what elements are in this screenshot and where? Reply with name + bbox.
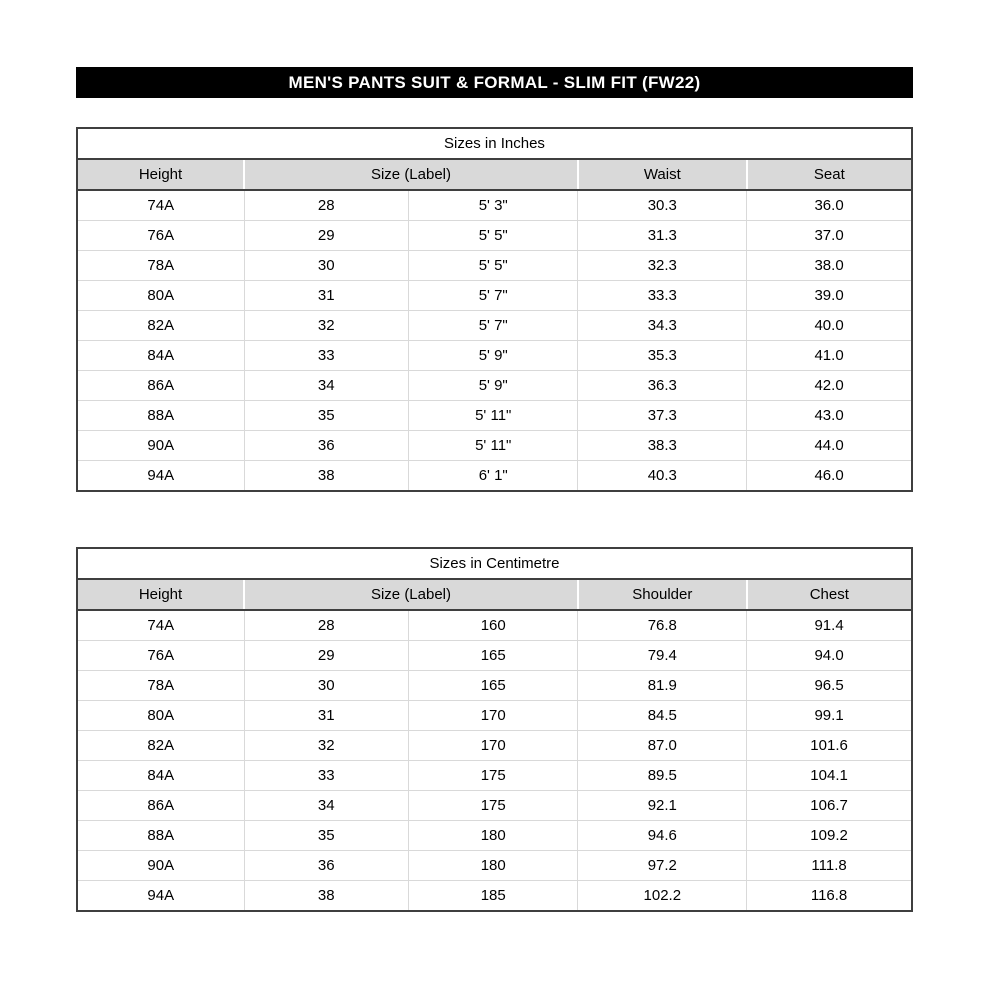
page-title: MEN'S PANTS SUIT & FORMAL - SLIM FIT (FW22) (288, 72, 701, 92)
table-cell: 109.2 (747, 821, 912, 851)
table-cell: 36 (244, 851, 408, 881)
column-header-shoulder: Shoulder (578, 579, 747, 610)
title-banner (76, 67, 913, 98)
table-title: Sizes in Centimetre (77, 548, 912, 579)
column-header-waist: Waist (578, 159, 747, 190)
table-cell: 33.3 (578, 281, 747, 311)
table-cell: 33 (244, 761, 408, 791)
table-body (77, 190, 912, 491)
size-table-centimetre (76, 547, 913, 912)
table-cell: 5' 7" (408, 281, 578, 311)
table-cell: 33 (244, 341, 408, 371)
table-cell: 102.2 (578, 881, 747, 912)
table-row (77, 371, 912, 401)
table-cell: 41.0 (747, 341, 912, 371)
table-cell: 84A (77, 761, 244, 791)
table-cell: 37.0 (747, 221, 912, 251)
table-cell: 97.2 (578, 851, 747, 881)
table-cell: 76A (77, 641, 244, 671)
table-cell: 42.0 (747, 371, 912, 401)
table-cell: 5' 11" (408, 401, 578, 431)
table-cell: 5' 9" (408, 371, 578, 401)
table-row (77, 701, 912, 731)
column-header-size-label: Size (Label) (244, 579, 578, 610)
table-cell: 35.3 (578, 341, 747, 371)
table-cell: 89.5 (578, 761, 747, 791)
table-cell: 29 (244, 641, 408, 671)
table-row (77, 311, 912, 341)
column-header-height: Height (77, 579, 244, 610)
table-cell: 35 (244, 821, 408, 851)
table-cell: 101.6 (747, 731, 912, 761)
table-cell: 76A (77, 221, 244, 251)
table-row (77, 821, 912, 851)
table-cell: 180 (408, 821, 578, 851)
table-cell: 30 (244, 671, 408, 701)
table-row (77, 251, 912, 281)
table-cell: 90A (77, 851, 244, 881)
table-cell: 46.0 (747, 461, 912, 492)
column-header-size-label: Size (Label) (244, 159, 578, 190)
column-header-chest: Chest (747, 579, 912, 610)
table-cell: 31.3 (578, 221, 747, 251)
table-title-row (77, 128, 912, 159)
table-cell: 175 (408, 761, 578, 791)
table-cell: 104.1 (747, 761, 912, 791)
table-cell: 38.3 (578, 431, 747, 461)
table-cell: 80A (77, 701, 244, 731)
column-header-height: Height (77, 159, 244, 190)
table-row (77, 731, 912, 761)
table-cell: 80A (77, 281, 244, 311)
table-row (77, 461, 912, 492)
table-cell: 32.3 (578, 251, 747, 281)
table-cell: 111.8 (747, 851, 912, 881)
table-cell: 94.6 (578, 821, 747, 851)
table-cell: 39.0 (747, 281, 912, 311)
table-cell: 28 (244, 190, 408, 221)
table-row (77, 401, 912, 431)
table-cell: 91.4 (747, 610, 912, 641)
table-cell: 36.0 (747, 190, 912, 221)
table-cell: 5' 5" (408, 221, 578, 251)
table-cell: 38 (244, 881, 408, 912)
table-cell: 88A (77, 821, 244, 851)
table-cell: 82A (77, 311, 244, 341)
table-row (77, 341, 912, 371)
table-cell: 5' 9" (408, 341, 578, 371)
table-cell: 44.0 (747, 431, 912, 461)
table-cell: 43.0 (747, 401, 912, 431)
table-cell: 84.5 (578, 701, 747, 731)
size-table-inches (76, 127, 913, 492)
table-cell: 36 (244, 431, 408, 461)
table-title-row (77, 548, 912, 579)
table-row (77, 851, 912, 881)
table-cell: 30 (244, 251, 408, 281)
table-cell: 34.3 (578, 311, 747, 341)
table-row (77, 671, 912, 701)
table-cell: 87.0 (578, 731, 747, 761)
table-cell: 5' 5" (408, 251, 578, 281)
table-row (77, 281, 912, 311)
table-cell: 180 (408, 851, 578, 881)
table-cell: 76.8 (578, 610, 747, 641)
table-cell: 30.3 (578, 190, 747, 221)
table-cell: 36.3 (578, 371, 747, 401)
table-cell: 74A (77, 610, 244, 641)
table-cell: 79.4 (578, 641, 747, 671)
table-cell: 37.3 (578, 401, 747, 431)
table-cell: 116.8 (747, 881, 912, 912)
column-header-seat: Seat (747, 159, 912, 190)
table-cell: 165 (408, 641, 578, 671)
table-row (77, 610, 912, 641)
table-row (77, 221, 912, 251)
table-cell: 170 (408, 701, 578, 731)
table-cell: 86A (77, 371, 244, 401)
table-cell: 94.0 (747, 641, 912, 671)
table-cell: 31 (244, 701, 408, 731)
table-cell: 38.0 (747, 251, 912, 281)
table-row (77, 431, 912, 461)
table-cell: 96.5 (747, 671, 912, 701)
table-cell: 84A (77, 341, 244, 371)
table-cell: 6' 1" (408, 461, 578, 492)
table-cell: 94A (77, 881, 244, 912)
table-cell: 160 (408, 610, 578, 641)
table-row (77, 190, 912, 221)
table-cell: 86A (77, 791, 244, 821)
table-cell: 35 (244, 401, 408, 431)
table-row (77, 641, 912, 671)
table-cell: 78A (77, 251, 244, 281)
table-header-row (77, 579, 912, 610)
table-cell: 170 (408, 731, 578, 761)
table-cell: 88A (77, 401, 244, 431)
table-cell: 106.7 (747, 791, 912, 821)
table-cell: 5' 3" (408, 190, 578, 221)
table-row (77, 761, 912, 791)
table-body (77, 610, 912, 911)
table-cell: 34 (244, 791, 408, 821)
table-cell: 32 (244, 731, 408, 761)
table-cell: 31 (244, 281, 408, 311)
table-cell: 5' 11" (408, 431, 578, 461)
table-cell: 29 (244, 221, 408, 251)
table-cell: 165 (408, 671, 578, 701)
table-header-row (77, 159, 912, 190)
table-cell: 40.0 (747, 311, 912, 341)
table-cell: 74A (77, 190, 244, 221)
table-cell: 81.9 (578, 671, 747, 701)
table-cell: 185 (408, 881, 578, 912)
table-row (77, 791, 912, 821)
table-cell: 175 (408, 791, 578, 821)
table-cell: 32 (244, 311, 408, 341)
table-cell: 5' 7" (408, 311, 578, 341)
table-cell: 40.3 (578, 461, 747, 492)
table-title: Sizes in Inches (77, 128, 912, 159)
table-cell: 28 (244, 610, 408, 641)
table-cell: 38 (244, 461, 408, 492)
table-cell: 92.1 (578, 791, 747, 821)
table-cell: 90A (77, 431, 244, 461)
table-cell: 78A (77, 671, 244, 701)
table-cell: 94A (77, 461, 244, 492)
table-cell: 99.1 (747, 701, 912, 731)
table-row (77, 881, 912, 912)
table-cell: 82A (77, 731, 244, 761)
table-cell: 34 (244, 371, 408, 401)
